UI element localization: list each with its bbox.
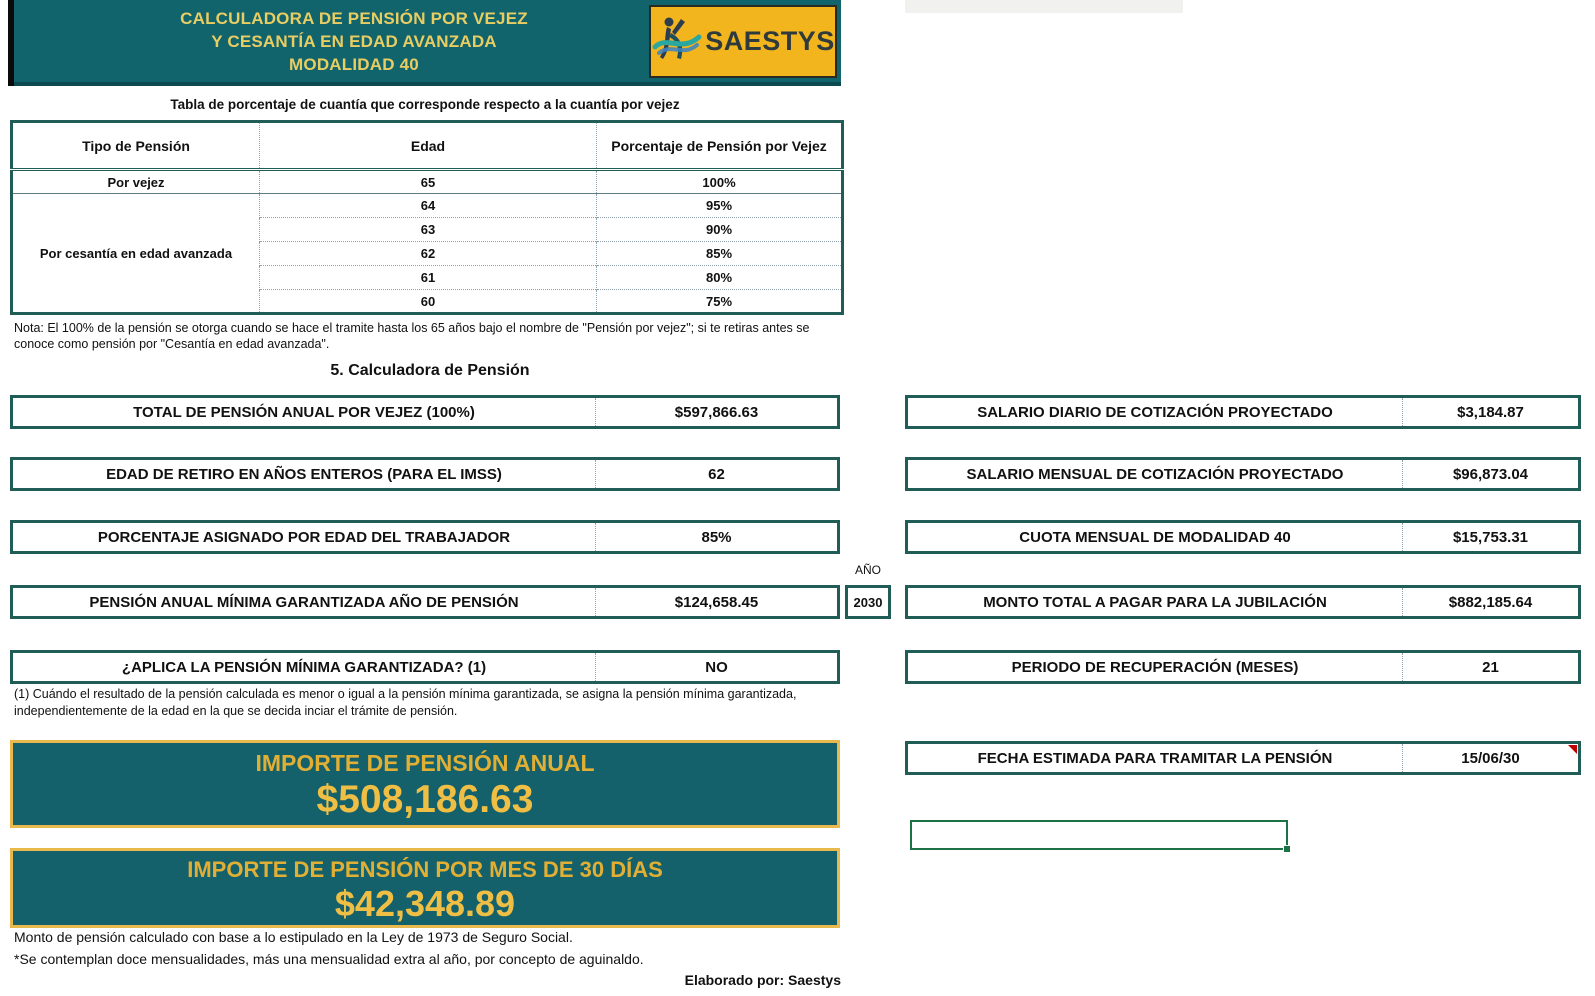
result-title: IMPORTE DE PENSIÓN POR MES DE 30 DÍAS (187, 857, 663, 882)
field-label: TOTAL DE PENSIÓN ANUAL POR VEJEZ (100%) (13, 398, 596, 426)
cell-edad: 61 (260, 266, 597, 290)
field-monto-total (905, 585, 1581, 619)
year-label: AÑO (854, 563, 881, 577)
col-header-tipo: Tipo de Pensión (12, 122, 260, 170)
field-salario-mensual (905, 457, 1581, 491)
field-aplica-minima (10, 650, 840, 684)
cell-edad: 65 (260, 170, 597, 194)
result-box-annual (10, 740, 840, 828)
cell-pct: 90% (597, 218, 843, 242)
table-header-row (12, 122, 843, 170)
cell-pct: 75% (597, 290, 843, 314)
cell-pct: 80% (597, 266, 843, 290)
field-value-cell[interactable]: 85% (701, 528, 732, 546)
footnote-1: (1) Cuándo el resultado de la pensión calculada es menor o igual a la pensión mínima garantizada, se asigna la pensión mínima garantizada, independientemente de la edad en la que se decida inciar el trámite de pensión. (14, 687, 797, 718)
result-amount: $508,186.63 (316, 778, 534, 821)
field-value-cell[interactable]: $15,753.31 (1452, 528, 1529, 546)
field-value-cell[interactable] (1403, 744, 1578, 772)
field-salario-diario (905, 395, 1581, 429)
section-title: 5. Calculadora de Pensión (330, 362, 530, 379)
header-banner (14, 0, 841, 86)
footer-note-mensualidades: *Se contemplan doce mensualidades, más una mensualidad extra al año, por concepto de aguinaldo. (14, 951, 644, 967)
cell-edad: 64 (260, 194, 597, 218)
field-edad-retiro (10, 457, 840, 491)
field-label: PERIODO DE RECUPERACIÓN (MESES) (908, 653, 1403, 681)
cell-pct: 100% (597, 170, 843, 194)
field-label: PORCENTAJE ASIGNADO POR EDAD DEL TRABAJADOR (13, 523, 596, 551)
page-title-line-2: Y CESANTÍA EN EDAD AVANZADA (211, 32, 497, 51)
field-pension-minima (10, 585, 840, 619)
cell-pct: 85% (597, 242, 843, 266)
cell-edad: 63 (260, 218, 597, 242)
saestys-logo (649, 5, 837, 78)
field-label: ¿APLICA LA PENSIÓN MÍNIMA GARANTIZADA? (1) (13, 653, 596, 681)
cell-tipo-vejez: Por vejez (12, 170, 260, 194)
field-porcentaje-asignado (10, 520, 840, 554)
field-label: SALARIO DIARIO DE COTIZACIÓN PROYECTADO (908, 398, 1403, 426)
table-caption: Tabla de porcentaje de cuantía que corresponde respecto a la cuantía por vejez (170, 97, 680, 112)
field-value-cell[interactable]: $96,873.04 (1452, 465, 1529, 483)
result-amount: $42,348.89 (334, 883, 516, 924)
field-periodo-recuperacion (905, 650, 1581, 684)
cell-edad: 62 (260, 242, 597, 266)
field-label: SALARIO MENSUAL DE COTIZACIÓN PROYECTADO (908, 460, 1403, 488)
selected-cell[interactable] (910, 820, 1288, 850)
footer-author: Elaborado por: Saestys (684, 972, 841, 988)
pension-percentage-table (10, 120, 844, 315)
selection-fill-handle[interactable] (1283, 845, 1291, 853)
field-fecha-estimada (905, 741, 1581, 775)
table-note: Nota: El 100% de la pensión se otorga cuando se hace el tramite hasta los 65 años bajo el nombre de "Pensión por vejez"; si te retiras antes se conoce como pensión por "Cesantía en edad avanzada". (14, 321, 810, 351)
field-label: CUOTA MENSUAL DE MODALIDAD 40 (908, 523, 1403, 551)
field-cuota-mensual (905, 520, 1581, 554)
result-box-monthly (10, 848, 840, 928)
col-header-edad: Edad (260, 122, 597, 170)
field-label: EDAD DE RETIRO EN AÑOS ENTEROS (PARA EL IMSS) (13, 460, 596, 488)
field-label: PENSIÓN ANUAL MÍNIMA GARANTIZADA AÑO DE PENSIÓN (13, 588, 596, 616)
field-total-pension-anual (10, 395, 840, 429)
field-value-cell[interactable]: 21 (1482, 658, 1499, 676)
field-value-cell[interactable]: $3,184.87 (1457, 403, 1524, 421)
cell-tipo-cesantia: Por cesantía en edad avanzada (12, 194, 260, 314)
col-header-porcentaje: Porcentaje de Pensión por Vejez (597, 122, 843, 170)
toolbar-remnant-bar (905, 0, 1183, 13)
field-value-text: 15/06/30 (1461, 749, 1520, 767)
page-title-line-3: MODALIDAD 40 (289, 55, 419, 74)
field-value-cell[interactable]: $597,866.63 (674, 403, 759, 421)
cell-pct: 95% (597, 194, 843, 218)
field-value-cell[interactable]: NO (705, 658, 728, 676)
field-label: FECHA ESTIMADA PARA TRAMITAR LA PENSIÓN (908, 744, 1403, 772)
saestys-logo-text: SAESTYS (705, 26, 835, 56)
result-title: IMPORTE DE PENSIÓN ANUAL (255, 750, 595, 776)
field-value-cell[interactable]: $124,658.45 (674, 593, 759, 611)
cell-edad: 60 (260, 290, 597, 314)
field-label: MONTO TOTAL A PAGAR PARA LA JUBILACIÓN (908, 588, 1403, 616)
footer-note-ley-1973: Monto de pensión calculado con base a lo estipulado en la Ley de 1973 de Seguro Social. (14, 929, 573, 945)
cell-comment-indicator-icon[interactable] (1568, 745, 1577, 754)
table-row (12, 170, 843, 194)
field-value-cell[interactable]: 62 (708, 465, 725, 483)
saestys-figures-icon (651, 13, 703, 71)
table-row (12, 194, 843, 218)
year-value-cell[interactable]: 2030 (845, 585, 891, 619)
field-value-cell[interactable]: $882,185.64 (1448, 593, 1533, 611)
page-title-line-1: CALCULADORA DE PENSIÓN POR VEJEZ (180, 9, 528, 28)
page-title (14, 7, 694, 76)
